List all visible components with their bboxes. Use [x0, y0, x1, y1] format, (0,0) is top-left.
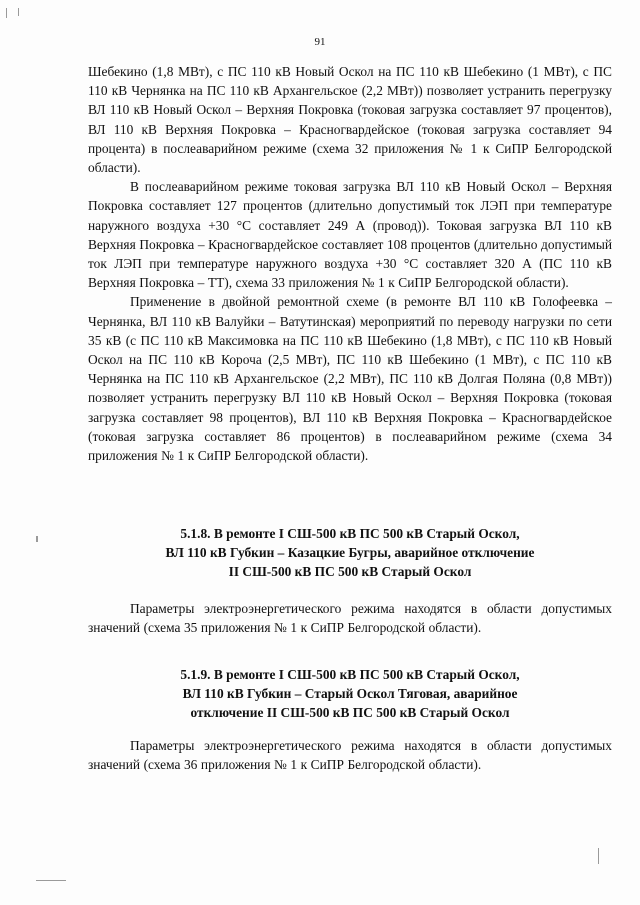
section-heading-5-1-8 — [88, 524, 612, 581]
scan-mark — [36, 880, 66, 881]
paragraph: В послеаварийном режиме токовая загрузка ВЛ 110 кВ Новый Оскол – Верхняя Покровка составляет 127 процентов (длительно допустимый ток ЛЭП при температуре наружного воздуха +30 °С составляет 249 А (провод)). Токовая загрузка ВЛ 110 кВ Верхняя Покровка – Красногвардейское составляет 108 процентов (длительно допустимый ток ЛЭП при температуре наружного воздуха +30 °С составляет 320 А (ПС 110 кВ Верхняя Покровка – ТТ), схема 33 приложения № 1 к СиПР Белгородской области). — [88, 179, 612, 291]
heading-line: отключение II СШ-500 кВ ПС 500 кВ Старый Оскол — [190, 705, 510, 720]
paragraph: Применение в двойной ремонтной схеме (в ремонте ВЛ 110 кВ Голофеевка – Чернянка, ВЛ 110 кВ Валуйки – Ватутинская) мероприятий по переводу нагрузки по сети 35 кВ (с ПС 110 кВ Максимовка на ПС 110 кВ Шебекино (1,8 МВт), с ПС 110 кВ Новый Оскол на ПС 110 кВ Короча (2,5 МВт), ПС 110 кВ Шебекино (1 МВт), с ПС 110 кВ Чернянка на ПС 110 кВ Архангельское (2,2 МВт), ПС 110 кВ Долгая Поляна (0,8 МВт)) позволяет устранить перегрузку ВЛ 110 кВ Новый Оскол – Верхняя Покровка (токовая загрузка составляет 98 процентов), ВЛ 110 кВ Верхняя Покровка – Красногвардейское (токовая загрузка составляет 86 процентов) в послеаварийном режиме (схема 34 приложения № 1 к СиПР Белгородской области). — [88, 294, 612, 464]
page-number: 91 — [314, 36, 326, 48]
scan-mark — [18, 8, 19, 16]
paragraph: Параметры электроэнергетического режима находятся в области допустимых значений (схема 35 приложения № 1 к СиПР Белгородской области). — [88, 601, 612, 636]
heading-line: 5.1.8. В ремонте I СШ-500 кВ ПС 500 кВ Старый Оскол, — [180, 526, 520, 541]
heading-line: 5.1.9. В ремонте I СШ-500 кВ ПС 500 кВ Старый Оскол, — [180, 667, 520, 682]
paragraph: Шебекино (1,8 МВт), с ПС 110 кВ Новый Оскол на ПС 110 кВ Шебекино (1 МВт), с ПС 110 кВ Чернянка на ПС 110 кВ Архангельское (2,2 МВт)) позволяет устранить перегрузку ВЛ 110 кВ Новый Оскол – Верхняя Покровка (токовая загрузка составляет 97 процентов), ВЛ 110 кВ Верхняя Покровка – Красногвардейское (токовая загрузка составляет 94 процента) в послеаварийном режиме (схема 32 приложения № 1 к СиПР Белгородской области). — [88, 64, 612, 176]
section-text-5-1-9 — [88, 736, 612, 774]
scan-mark — [6, 8, 7, 18]
paragraph: Параметры электроэнергетического режима находятся в области допустимых значений (схема 36 приложения № 1 к СиПР Белгородской области). — [88, 738, 612, 773]
section-heading-5-1-9 — [88, 665, 612, 722]
main-text — [88, 62, 612, 465]
heading-line: ВЛ 110 кВ Губкин – Казацкие Бугры, аварийное отключение — [165, 545, 535, 560]
scan-mark — [598, 848, 599, 864]
heading-line: II СШ-500 кВ ПС 500 кВ Старый Оскол — [228, 564, 472, 579]
section-text-5-1-8 — [88, 599, 612, 637]
scan-mark — [36, 536, 38, 542]
heading-line: ВЛ 110 кВ Губкин – Старый Оскол Тяговая, аварийное — [182, 686, 518, 701]
